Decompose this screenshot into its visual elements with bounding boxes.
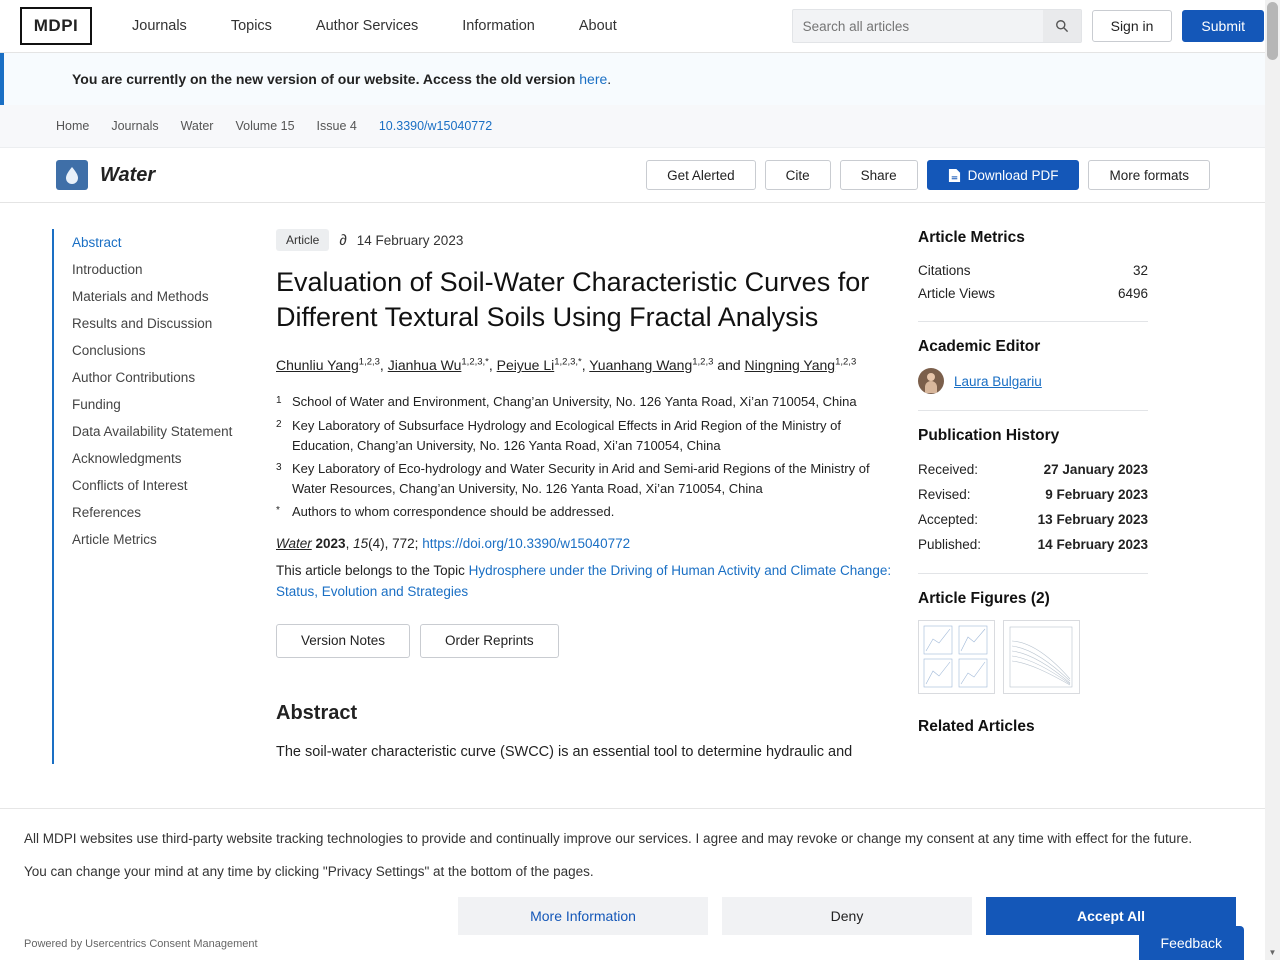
sidebar-item-conflicts-of-interest[interactable]: Conflicts of Interest bbox=[72, 478, 188, 493]
abstract-heading: Abstract bbox=[276, 701, 358, 724]
affiliation-number: 3 bbox=[276, 461, 282, 473]
nav-item-author-services[interactable]: Author Services bbox=[315, 18, 419, 34]
header-right-controls bbox=[792, 9, 1264, 43]
sidebar-item-author-contributions[interactable]: Author Contributions bbox=[72, 370, 196, 385]
article-publish-date: 14 February 2023 bbox=[356, 232, 464, 248]
open-access-icon: ∂ bbox=[339, 231, 347, 249]
nav-item-information[interactable]: Information bbox=[462, 18, 535, 34]
deny-button[interactable]: Deny bbox=[722, 897, 972, 935]
notice-text: You are currently on the new version of our website. Access the old version bbox=[72, 71, 576, 87]
article-section-nav bbox=[52, 229, 248, 764]
cookie-buttons bbox=[458, 897, 1256, 935]
affiliation-text: School of Water and Environment, Chang’an University, No. 126 Yanta Road, Xi’an 710054, China bbox=[292, 394, 857, 410]
mdpi-logo[interactable] bbox=[20, 7, 92, 45]
article-meta-row bbox=[276, 229, 894, 251]
sidebar-item-abstract[interactable]: Abstract bbox=[72, 235, 122, 250]
topic-link[interactable]: Hydrosphere under the Driving of Human Activity and Climate Change: Status, Evolution and Strategies bbox=[276, 563, 892, 599]
affiliation-row bbox=[276, 502, 894, 522]
pubhist-value: 14 February 2023 bbox=[1037, 537, 1148, 552]
water-journal-icon bbox=[56, 160, 88, 190]
citation-journal[interactable]: Water bbox=[276, 536, 312, 552]
scrollbar-thumb[interactable] bbox=[1267, 2, 1278, 60]
affiliation-text: Key Laboratory of Subsurface Hydrology and Ecological Effects in Arid Region of the Ministry of Education, Chang’an University, No. 126 Yanta Road, Xi’an 710054, China bbox=[292, 417, 841, 453]
nav-item-topics[interactable]: Topics bbox=[230, 18, 272, 34]
figure-thumbnail-1[interactable] bbox=[918, 620, 995, 694]
notice-period: . bbox=[607, 71, 612, 87]
author-affil-sup: 1,2,3 bbox=[358, 356, 380, 368]
metric-value: 32 bbox=[1132, 263, 1148, 278]
search-input[interactable] bbox=[793, 19, 1043, 34]
cookie-consent-banner bbox=[0, 808, 1280, 960]
pubhist-label: Revised: bbox=[918, 487, 971, 502]
avatar bbox=[918, 368, 944, 394]
cookie-powered-by: Powered by Usercentrics Consent Management bbox=[24, 938, 258, 950]
article-main bbox=[248, 229, 908, 764]
sidebar-item-conclusions[interactable]: Conclusions bbox=[72, 343, 146, 358]
cookie-text-line-2: You can change your mind at any time by clicking "Privacy Settings" at the bottom of the pages. bbox=[24, 864, 594, 879]
author-link[interactable]: Jianhua Wu bbox=[387, 357, 462, 374]
authors-conjunction: and bbox=[717, 357, 741, 374]
scroll-down-arrow[interactable]: ▼ bbox=[1268, 948, 1277, 957]
metric-value: 6496 bbox=[1117, 286, 1148, 301]
pubhist-row-accepted bbox=[918, 507, 1148, 532]
more-information-button[interactable]: More Information bbox=[458, 897, 708, 935]
submit-button[interactable]: Submit bbox=[1182, 10, 1264, 42]
author-link[interactable]: Chunliu Yang bbox=[276, 357, 359, 374]
journal-actions bbox=[646, 160, 1210, 190]
main-nav-items bbox=[110, 10, 639, 42]
article-figures-heading: Article Figures (2) bbox=[918, 590, 1050, 607]
affiliation-text: Authors to whom correspondence should be addressed. bbox=[292, 504, 615, 520]
journal-title[interactable]: Water bbox=[100, 163, 156, 186]
sidebar-item-data-availability-statement[interactable]: Data Availability Statement bbox=[72, 424, 233, 439]
topic-prefix: This article belongs to the Topic bbox=[276, 563, 465, 579]
sidebar-item-funding[interactable]: Funding bbox=[72, 397, 121, 412]
top-navigation-bar bbox=[0, 0, 1280, 53]
pubhist-row-received bbox=[918, 457, 1148, 482]
site-version-notice bbox=[0, 53, 1280, 105]
version-notes-button[interactable]: Version Notes bbox=[276, 624, 410, 658]
article-button-row bbox=[276, 624, 894, 658]
divider bbox=[918, 410, 1148, 411]
page-scrollbar[interactable] bbox=[1265, 0, 1280, 960]
breadcrumb-item-volume[interactable]: Volume 15 bbox=[235, 119, 295, 133]
cookie-text-line-1: All MDPI websites use third-party website tracking technologies to provide and continually improve our services. I agree and may revoke or change my consent at any time with effect for the future. bbox=[24, 831, 1193, 846]
author-link[interactable]: Yuanhang Wang bbox=[589, 357, 693, 374]
metric-label: Citations bbox=[918, 263, 971, 278]
breadcrumb-item-doi[interactable]: 10.3390/w15040772 bbox=[378, 119, 493, 133]
breadcrumb-item-water[interactable]: Water bbox=[180, 119, 214, 133]
publication-history-list bbox=[918, 457, 1148, 557]
article-type-badge: Article bbox=[276, 229, 329, 251]
pubhist-value: 27 January 2023 bbox=[1043, 462, 1148, 477]
article-sidebar bbox=[908, 229, 1148, 764]
author-affil-sup: 1,2,3 bbox=[835, 356, 857, 368]
author-affil-sup: 1,2,3 bbox=[692, 356, 714, 368]
mdpi-logo-text: MDPI bbox=[33, 16, 79, 35]
download-pdf-button[interactable] bbox=[927, 160, 1080, 190]
get-alerted-button[interactable]: Get Alerted bbox=[646, 160, 756, 190]
citation-issue: (4) bbox=[368, 536, 385, 552]
nav-item-about[interactable]: About bbox=[578, 18, 617, 34]
citation-pages: 772 bbox=[392, 536, 415, 552]
accept-all-button[interactable]: Accept All bbox=[986, 897, 1236, 935]
article-metrics-heading: Article Metrics bbox=[918, 229, 1025, 246]
citation-volume: 15 bbox=[353, 536, 369, 552]
figure-thumbnail-2[interactable] bbox=[1003, 620, 1080, 694]
academic-editor bbox=[918, 368, 1148, 394]
affiliation-number: 2 bbox=[276, 418, 282, 430]
sign-in-button[interactable]: Sign in bbox=[1092, 10, 1173, 42]
breadcrumb-item-home[interactable]: Home bbox=[56, 119, 90, 133]
breadcrumb bbox=[0, 105, 1280, 148]
metric-row-citations bbox=[918, 259, 1148, 282]
affiliation-number: * bbox=[276, 505, 280, 517]
metric-row-views bbox=[918, 282, 1148, 305]
sidebar-item-article-metrics[interactable]: Article Metrics bbox=[72, 532, 157, 547]
abstract-text: The soil-water characteristic curve (SWCC) is an essential tool to determine hydraulic and bbox=[276, 743, 853, 760]
pubhist-row-revised bbox=[918, 482, 1148, 507]
breadcrumb-item-issue[interactable]: Issue 4 bbox=[316, 119, 357, 133]
old-version-link[interactable]: here bbox=[579, 71, 608, 87]
pubhist-row-published bbox=[918, 532, 1148, 557]
author-list: Chunliu Yang$^{1,2,3}$, Jianhua $Wu^{1,2,3,*}$, Peiyue $Li^{1,2,3,*}$, Yuanhang Wang$^{1,2,3}$ and Ningning Yang$^{1,2,3}$ bbox=[276, 356, 857, 374]
publication-history-heading: Publication History bbox=[918, 427, 1060, 444]
affiliation-text: Key Laboratory of Eco-hydrology and Water Security in Arid and Semi-arid Regions of the Ministry of Water Resources, Chang’an University, No. 126 Yanta Road, Xi’an 710054, China bbox=[292, 460, 870, 497]
affiliation-row bbox=[276, 459, 894, 499]
more-formats-button[interactable]: More formats bbox=[1088, 160, 1210, 190]
sidebar-item-materials-and-methods[interactable]: Materials and Methods bbox=[72, 289, 209, 304]
pubhist-value: 9 February 2023 bbox=[1045, 487, 1148, 502]
feedback-button[interactable]: Feedback bbox=[1139, 926, 1244, 960]
download-pdf-label: Download PDF bbox=[967, 167, 1059, 183]
affiliation-row bbox=[276, 392, 894, 412]
order-reprints-button[interactable]: Order Reprints bbox=[420, 624, 559, 658]
pubhist-label: Accepted: bbox=[918, 512, 979, 527]
author-link[interactable]: Peiyue Li bbox=[496, 357, 555, 374]
figure-thumbnails bbox=[918, 620, 1148, 694]
content-fade-overlay bbox=[0, 768, 1280, 808]
academic-editor-link[interactable]: Laura Bulgariu bbox=[954, 373, 1042, 389]
pubhist-value: 13 February 2023 bbox=[1037, 512, 1148, 527]
pdf-icon bbox=[948, 168, 961, 183]
affiliation-row bbox=[276, 416, 894, 456]
pubhist-label: Published: bbox=[918, 537, 982, 552]
topic-line bbox=[276, 561, 894, 602]
search-icon[interactable] bbox=[1043, 10, 1081, 42]
sidebar-item-results-and-discussion[interactable]: Results and Discussion bbox=[72, 316, 213, 331]
divider bbox=[918, 321, 1148, 322]
academic-editor-heading: Academic Editor bbox=[918, 338, 1041, 355]
author-link[interactable]: Ningning Yang bbox=[744, 357, 836, 374]
doi-link[interactable]: https://doi.org/10.3390/w15040772 bbox=[422, 536, 631, 552]
related-articles-heading: Related Articles bbox=[918, 718, 1035, 735]
search-box[interactable] bbox=[792, 9, 1082, 43]
pubhist-label: Received: bbox=[918, 462, 979, 477]
metric-label: Article Views bbox=[918, 286, 996, 301]
page-title: Evaluation of Soil-Water Characteristic Curves for Different Textural Soils Using Fractal Analysis bbox=[276, 267, 870, 332]
journal-action-bar bbox=[0, 148, 1280, 203]
cite-button[interactable]: Cite bbox=[765, 160, 831, 190]
breadcrumb-item-journals[interactable]: Journals bbox=[111, 119, 159, 133]
page-content bbox=[0, 203, 1280, 764]
sidebar-item-references[interactable]: References bbox=[72, 505, 142, 520]
author-affil-sup: 1,2,3,* bbox=[554, 356, 582, 368]
nav-item-journals[interactable]: Journals bbox=[132, 18, 187, 34]
citation-year: 2023 bbox=[315, 536, 346, 552]
divider bbox=[918, 573, 1148, 574]
share-button[interactable]: Share bbox=[840, 160, 918, 190]
sidebar-item-introduction[interactable]: Introduction bbox=[72, 262, 143, 277]
affiliation-number: 1 bbox=[276, 395, 282, 407]
citation-line: Water 2023, 15(4), 772; https://doi.org/10.3390/w15040772 bbox=[276, 536, 631, 552]
sidebar-item-acknowledgments[interactable]: Acknowledgments bbox=[72, 451, 182, 466]
author-affil-sup: 1,2,3,* bbox=[461, 356, 489, 368]
